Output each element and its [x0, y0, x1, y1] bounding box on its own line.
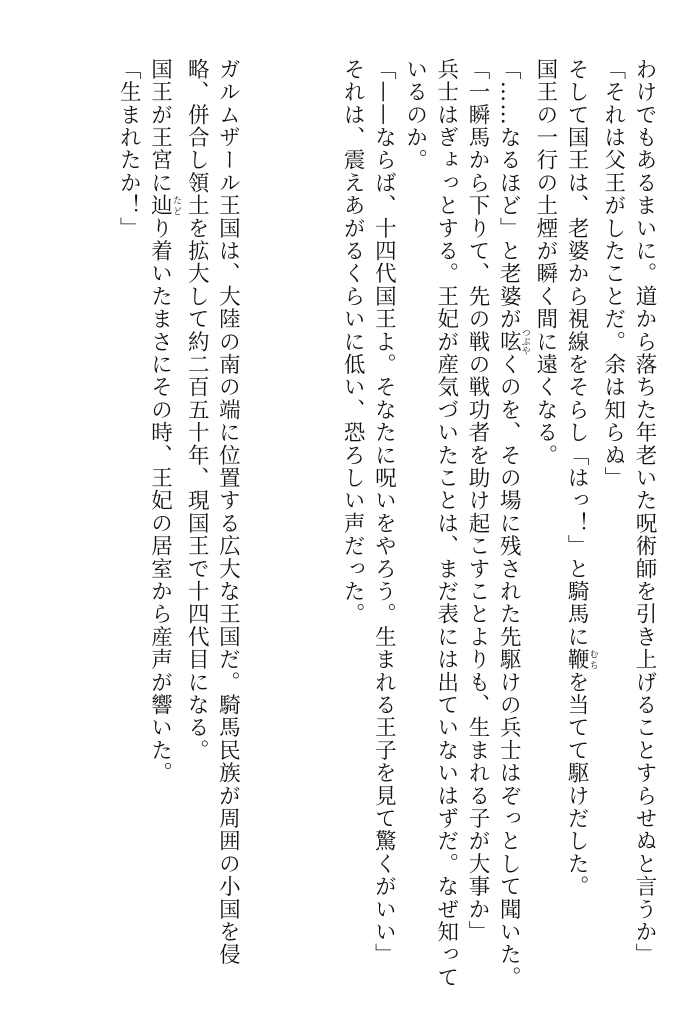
text-line-6: 「一瞬馬から下りて、先の戦の戦功者を助け起こすことよりも、生まれる子が大事か」: [464, 58, 490, 944]
blank-line: [243, 58, 274, 988]
ruby-tado: 辿たど: [147, 194, 181, 217]
ruby-text-tsubuya: つぶや: [519, 328, 530, 356]
text-line-2: 「それは父王がしたことだ。余は知らぬ」: [600, 58, 626, 490]
ruby-text-muchi: むち: [587, 648, 598, 671]
text-line-7: 兵士はぎょっとする。王妃が産気づいたことは、まだ表には出ていないはずだ。なぜ知って: [433, 58, 459, 989]
text-line-14: 「生まれたか！」: [116, 58, 142, 240]
blank-line: [275, 58, 306, 988]
text-line-4: 国王の一行の土煙が瞬く間に遠くなる。: [532, 58, 558, 467]
text-line-12: 略、併合し領土を拡大して約二百五十年、現国王で十四代目になる。: [184, 58, 210, 762]
text-line-3: そして国王は、老婆から視線をそらし「はっ！」と騎馬に鞭むちを当てて駆けだした。: [564, 58, 598, 898]
vertical-text-body: [113, 58, 660, 988]
text-line-11: ガルムザール王国は、大陸の南の端に位置する広大な王国だ。騎馬民族が周囲の小国を侵: [215, 58, 241, 966]
text-line-9: 「——ならば、十四代国王よ。そなたに呪いをやろう。生まれる王子を見て驚くがいい」: [371, 58, 397, 966]
ruby-tsubuya: 呟つぶや: [496, 328, 530, 356]
ruby-muchi: 鞭むち: [564, 648, 598, 671]
text-line-10: それは、震えあがるくらいに低い、恐ろしい声だった。: [340, 58, 366, 626]
text-line-1: わけでもあるまいに。道から落ちた年老いた呪術師を引き上げることすらせぬと言うか」: [632, 58, 657, 966]
text-line-8: いるのか。: [402, 58, 428, 172]
text-line-5: 「……なるほど」と老婆が呟つぶやくのを、その場に残された先駆けの兵士はぞっとして聞いた。: [496, 58, 530, 989]
text-line-13: 国王が王宮に辿たどり着いたまさにその時、王妃の居室から産声が響いた。: [147, 58, 181, 785]
blank-line: [306, 58, 337, 988]
ruby-text-tado: たど: [171, 194, 181, 217]
